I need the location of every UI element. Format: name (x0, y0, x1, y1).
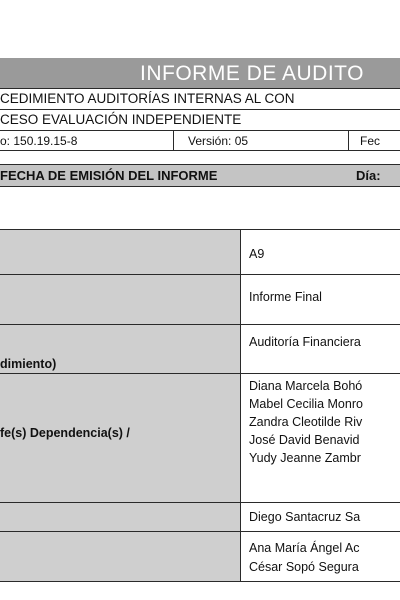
report-type-value: Informe Final (249, 290, 322, 304)
document-version: Versión: 05 (188, 134, 249, 148)
head-name: Diana Marcela Bohó (249, 379, 363, 393)
document-code: o: 150.19.15-8 (0, 134, 78, 148)
report-title: INFORME DE AUDITO (140, 62, 364, 85)
heads-label: fe(s) Dependencia(s) / (0, 426, 130, 440)
auditor-name: Ana María Ángel Ac (249, 541, 360, 555)
row-divider (0, 324, 400, 325)
column-divider (240, 229, 241, 581)
audit-type-label: dimiento) (0, 357, 57, 371)
process-line: CESO EVALUACIÓN INDEPENDIENTE (0, 112, 242, 127)
audit-type-value: Auditoría Financiera (249, 335, 361, 349)
row-divider (0, 274, 400, 275)
procedure-line: CEDIMIENTO AUDITORÍAS INTERNAS AL CON (0, 91, 295, 106)
head-name: Yudy Jeanne Zambr (249, 451, 361, 465)
document-date-label: Fec (360, 134, 381, 148)
report-code-value: A9 (249, 247, 265, 261)
audit-leader-value: Diego Santacruz Sa (249, 510, 361, 524)
table-top (0, 229, 400, 230)
emission-date-label: FECHA DE EMISIÓN DEL INFORME (0, 168, 218, 183)
table-bottom (0, 581, 400, 582)
divider (0, 109, 400, 110)
divider (348, 130, 349, 150)
row-divider (0, 531, 400, 532)
divider (0, 88, 400, 89)
row-divider (0, 502, 400, 503)
day-label: Día: (356, 168, 381, 183)
divider (0, 186, 400, 187)
divider (0, 164, 400, 165)
head-name: Mabel Cecilia Monro (249, 397, 363, 411)
label-column (0, 229, 240, 581)
divider (0, 130, 400, 131)
divider (173, 130, 174, 150)
row-divider (0, 373, 400, 374)
head-name: Zandra Cleotilde Riv (249, 415, 363, 429)
head-name: José David Benavid (249, 433, 360, 447)
auditor-name: César Sopó Segura (249, 560, 359, 574)
divider (0, 150, 400, 151)
